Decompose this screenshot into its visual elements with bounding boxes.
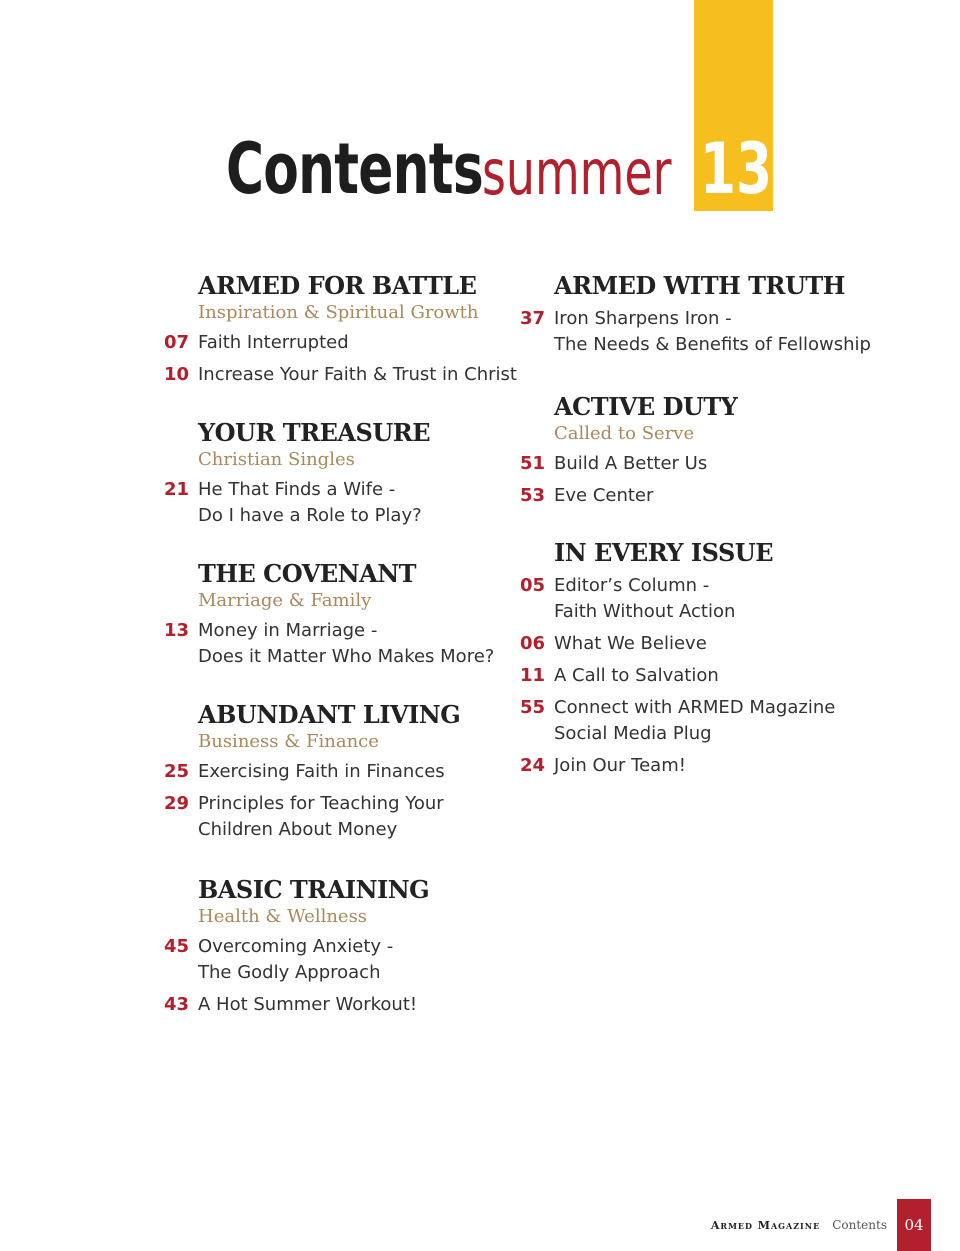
toc-entry[interactable] — [520, 663, 835, 689]
toc-section — [164, 876, 429, 1018]
toc-entry[interactable] — [520, 631, 835, 657]
entry-title — [554, 631, 707, 657]
entry-title — [554, 573, 735, 625]
entry-page-number: 21 — [164, 479, 190, 500]
toc-entry[interactable] — [520, 306, 871, 358]
page-footer — [711, 1199, 931, 1251]
footer-section-name: Contents — [832, 1218, 887, 1232]
toc-section — [520, 539, 835, 779]
toc-entry[interactable] — [164, 759, 460, 785]
entry-page-number: 53 — [520, 485, 546, 506]
section-title: ARMED FOR BATTLE — [198, 271, 477, 300]
toc-entry[interactable] — [164, 362, 517, 388]
section-subtitle: Inspiration & Spiritual Growth — [198, 302, 479, 323]
entry-page-number: 51 — [520, 453, 546, 474]
toc-section — [164, 272, 517, 388]
section-title: ABUNDANT LIVING — [198, 700, 461, 729]
entry-title — [554, 306, 871, 358]
entry-title-line: Money in Marriage - — [198, 620, 378, 641]
entry-title — [554, 451, 707, 477]
entry-title-line: Connect with ARMED Magazine — [554, 697, 836, 718]
toc-section — [164, 701, 460, 843]
toc-section — [520, 393, 737, 509]
entry-title-line: Social Media Plug — [554, 723, 712, 744]
section-title: ARMED WITH TRUTH — [554, 271, 845, 300]
toc-entry[interactable] — [520, 451, 737, 477]
entry-title-line: Overcoming Anxiety - — [198, 936, 394, 957]
footer-page-number: 04 — [897, 1199, 931, 1251]
title-contents: Contents — [226, 128, 483, 210]
section-subtitle: Christian Singles — [198, 449, 355, 470]
toc-entry[interactable] — [164, 330, 517, 356]
toc-entry[interactable] — [164, 934, 429, 986]
entry-title-line: Faith Without Action — [554, 601, 736, 622]
entry-page-number: 55 — [520, 697, 546, 718]
entry-page-number: 10 — [164, 364, 190, 385]
entry-title — [198, 477, 422, 529]
toc-section — [520, 272, 871, 358]
section-title: THE COVENANT — [198, 559, 417, 588]
entry-title — [198, 791, 444, 843]
entry-page-number: 07 — [164, 332, 190, 353]
entry-title-line: A Call to Salvation — [554, 665, 719, 686]
entry-page-number: 37 — [520, 308, 546, 329]
entry-title — [554, 483, 653, 509]
entry-title-line: The Needs & Benefits of Fellowship — [554, 334, 871, 355]
entry-title-line: Editor’s Column - — [554, 575, 710, 596]
entry-title-line: He That Finds a Wife - — [198, 479, 396, 500]
entry-title-line: The Godly Approach — [198, 962, 381, 983]
entry-title-line: Increase Your Faith & Trust in Christ — [198, 364, 517, 385]
entry-title-line: Iron Sharpens Iron - — [554, 308, 732, 329]
entry-title-line: Faith Interrupted — [198, 332, 349, 353]
entry-title-line: Exercising Faith in Finances — [198, 761, 445, 782]
entry-title — [198, 362, 517, 388]
title-season: summer — [482, 136, 672, 209]
toc-entry[interactable] — [520, 483, 737, 509]
entry-title — [198, 934, 393, 986]
entry-page-number: 24 — [520, 755, 546, 776]
toc-entry[interactable] — [520, 753, 835, 779]
entry-title — [554, 753, 686, 779]
entry-title-line: A Hot Summer Workout! — [198, 994, 418, 1015]
toc-entry[interactable] — [164, 618, 494, 670]
entry-page-number: 05 — [520, 575, 546, 596]
entry-title — [198, 759, 445, 785]
section-subtitle: Called to Serve — [554, 423, 695, 444]
entry-title — [554, 663, 719, 689]
entry-title-line: Principles for Teaching Your — [198, 793, 444, 814]
section-title: BASIC TRAINING — [198, 875, 430, 904]
toc-entry[interactable] — [164, 477, 430, 529]
entry-title-line: Join Our Team! — [554, 755, 686, 776]
entry-page-number: 43 — [164, 994, 190, 1015]
entry-title-line: Build A Better Us — [554, 453, 708, 474]
entry-page-number: 25 — [164, 761, 190, 782]
toc-section — [164, 560, 494, 670]
entry-title-line: What We Believe — [554, 633, 707, 654]
section-subtitle: Business & Finance — [198, 731, 379, 752]
section-subtitle: Marriage & Family — [198, 590, 372, 611]
entry-title-line: Eve Center — [554, 485, 654, 506]
section-title: ACTIVE DUTY — [554, 392, 738, 421]
entry-page-number: 06 — [520, 633, 546, 654]
section-title: IN EVERY ISSUE — [554, 538, 774, 567]
entry-title-line: Does it Matter Who Makes More? — [198, 646, 495, 667]
section-subtitle: Health & Wellness — [198, 906, 368, 927]
entry-title-line: Do I have a Role to Play? — [198, 505, 422, 526]
footer-magazine-name: Armed Magazine — [710, 1218, 821, 1232]
entry-title-line: Children About Money — [198, 819, 398, 840]
toc-section — [164, 419, 430, 529]
toc-entry[interactable] — [164, 791, 460, 843]
entry-title — [554, 695, 835, 747]
entry-page-number: 11 — [520, 665, 546, 686]
entry-title — [198, 618, 494, 670]
entry-page-number: 29 — [164, 793, 190, 814]
entry-title — [198, 992, 417, 1018]
title-issue-number: 13 — [700, 128, 773, 210]
toc-entry[interactable] — [520, 695, 835, 747]
toc-entry[interactable] — [164, 992, 429, 1018]
entry-page-number: 13 — [164, 620, 190, 641]
entry-page-number: 45 — [164, 936, 190, 957]
entry-title — [198, 330, 349, 356]
section-title: YOUR TREASURE — [198, 418, 430, 447]
toc-entry[interactable] — [520, 573, 835, 625]
